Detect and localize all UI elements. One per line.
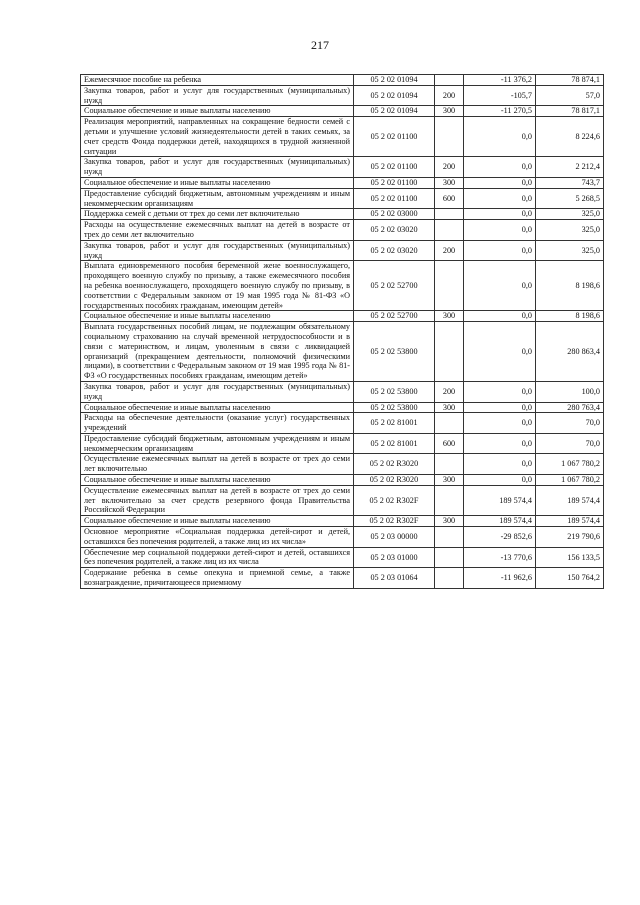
- row-expense-type-cell: [435, 117, 464, 157]
- row-expense-type-cell: 200: [435, 157, 464, 178]
- row-code-cell: 05 2 02 01100: [354, 188, 435, 209]
- row-expense-type-cell: [435, 209, 464, 220]
- row-change-cell: 0,0: [464, 475, 536, 486]
- row-name-cell: Закупка товаров, работ и услуг для государственных (муниципальных) нужд: [81, 240, 354, 261]
- row-total-cell: 100,0: [536, 381, 604, 402]
- table-row: [81, 188, 604, 209]
- row-total-cell: 70,0: [536, 433, 604, 454]
- row-total-cell: 280 863,4: [536, 322, 604, 382]
- row-code-cell: 05 2 02 01094: [354, 85, 435, 106]
- table-row: [81, 75, 604, 86]
- row-change-cell: 0,0: [464, 157, 536, 178]
- row-code-cell: 05 2 02 R3020: [354, 454, 435, 475]
- row-name-cell: Социальное обеспечение и иные выплаты населению: [81, 516, 354, 527]
- row-name-cell: Социальное обеспечение и иные выплаты населению: [81, 402, 354, 413]
- row-change-cell: 0,0: [464, 188, 536, 209]
- table-row: [81, 547, 604, 568]
- table-row: [81, 402, 604, 413]
- row-total-cell: 189 574,4: [536, 485, 604, 515]
- row-total-cell: 280 763,4: [536, 402, 604, 413]
- row-name-cell: Закупка товаров, работ и услуг для государственных (муниципальных) нужд: [81, 381, 354, 402]
- row-code-cell: 05 2 02 01094: [354, 75, 435, 86]
- row-expense-type-cell: 200: [435, 381, 464, 402]
- table-row: [81, 516, 604, 527]
- row-total-cell: 57,0: [536, 85, 604, 106]
- row-total-cell: 1 067 780,2: [536, 475, 604, 486]
- row-code-cell: 05 2 02 01100: [354, 157, 435, 178]
- row-name-cell: Осуществление ежемесячных выплат на детей в возрасте от трех до семи лет включительно за счет средств резервного фонда Правительства Российской Федерации: [81, 485, 354, 515]
- row-change-cell: -11 376,2: [464, 75, 536, 86]
- row-total-cell: 325,0: [536, 220, 604, 241]
- row-name-cell: Предоставление субсидий бюджетным, автономным учреждениям и иным некоммерческим организациям: [81, 188, 354, 209]
- table-row: [81, 240, 604, 261]
- table-row: [81, 177, 604, 188]
- row-total-cell: 8 198,6: [536, 261, 604, 311]
- row-name-cell: Выплата единовременного пособия беременной жене военнослужащего, проходящего военную службу по призыву, а также ежемесячного пособия на ребенка военнослужащего, проходящего военную службу по призыву, в соответствии с Федеральным законом от 19 мая 1995 года № 81-ФЗ «О государственных пособиях гражданам, имеющим детей»: [81, 261, 354, 311]
- row-total-cell: 70,0: [536, 413, 604, 434]
- row-code-cell: 05 2 02 01094: [354, 106, 435, 117]
- row-expense-type-cell: [435, 322, 464, 382]
- table-row: [81, 381, 604, 402]
- row-code-cell: 05 2 03 01064: [354, 568, 435, 589]
- row-total-cell: 189 574,4: [536, 516, 604, 527]
- row-expense-type-cell: 300: [435, 311, 464, 322]
- table-row: [81, 85, 604, 106]
- table-row: [81, 475, 604, 486]
- table-row: [81, 322, 604, 382]
- row-total-cell: 325,0: [536, 209, 604, 220]
- row-change-cell: 0,0: [464, 261, 536, 311]
- row-code-cell: 05 2 02 81001: [354, 413, 435, 434]
- row-code-cell: 05 2 02 81001: [354, 433, 435, 454]
- row-expense-type-cell: [435, 220, 464, 241]
- row-change-cell: 0,0: [464, 240, 536, 261]
- row-expense-type-cell: [435, 413, 464, 434]
- table-row: [81, 261, 604, 311]
- row-change-cell: -29 852,6: [464, 527, 536, 548]
- row-name-cell: Основное мероприятие «Социальная поддержка детей-сирот и детей, оставшихся без попечения родителей, а также лиц из их числа»: [81, 527, 354, 548]
- row-total-cell: 325,0: [536, 240, 604, 261]
- row-change-cell: 0,0: [464, 413, 536, 434]
- row-change-cell: 0,0: [464, 454, 536, 475]
- row-change-cell: 0,0: [464, 177, 536, 188]
- row-total-cell: 78 874,1: [536, 75, 604, 86]
- row-code-cell: 05 2 02 53800: [354, 402, 435, 413]
- row-change-cell: 0,0: [464, 402, 536, 413]
- row-expense-type-cell: [435, 261, 464, 311]
- row-code-cell: 05 2 02 01100: [354, 117, 435, 157]
- row-expense-type-cell: 300: [435, 402, 464, 413]
- row-expense-type-cell: [435, 568, 464, 589]
- table-row: [81, 209, 604, 220]
- row-change-cell: 0,0: [464, 322, 536, 382]
- row-change-cell: 0,0: [464, 117, 536, 157]
- row-change-cell: 0,0: [464, 311, 536, 322]
- table-row: [81, 106, 604, 117]
- row-name-cell: Обеспечение мер социальной поддержки детей-сирот и детей, оставшихся без попечения родителей, а также лиц из их числа: [81, 547, 354, 568]
- row-change-cell: -11 270,5: [464, 106, 536, 117]
- row-name-cell: Социальное обеспечение и иные выплаты населению: [81, 311, 354, 322]
- row-expense-type-cell: [435, 527, 464, 548]
- table-row: [81, 568, 604, 589]
- row-code-cell: 05 2 02 53800: [354, 322, 435, 382]
- row-total-cell: 743,7: [536, 177, 604, 188]
- row-name-cell: Выплата государственных пособий лицам, не подлежащим обязательному социальному страхованию на случай временной нетрудоспособности и в связи с материнством, и лицам, уволенным в связи с ликвидацией организаций (прекращением деятельности, полномочий физическими лицами), в соответствии с Федеральным законом от 19 мая 1995 года № 81-ФЗ «О государственных пособиях гражданам, имеющим детей»: [81, 322, 354, 382]
- page-number: 217: [311, 38, 329, 52]
- row-name-cell: Расходы на осуществление ежемесячных выплат на детей в возрасте от трех до семи лет включительно: [81, 220, 354, 241]
- row-name-cell: Реализация мероприятий, направленных на сокращение бедности семей с детьми и улучшение условий жизнедеятельности детей в таких семьях, за счет средств Фонда поддержки детей, находящихся в трудной жизненной ситуации: [81, 117, 354, 157]
- row-expense-type-cell: 200: [435, 240, 464, 261]
- row-code-cell: 05 2 02 53800: [354, 381, 435, 402]
- row-code-cell: 05 2 02 R302F: [354, 516, 435, 527]
- row-change-cell: 0,0: [464, 220, 536, 241]
- row-total-cell: 5 268,5: [536, 188, 604, 209]
- row-total-cell: 8 224,6: [536, 117, 604, 157]
- row-change-cell: -11 962,6: [464, 568, 536, 589]
- row-name-cell: Содержание ребенка в семье опекуна и приемной семье, а также вознаграждение, причитающееся приемному: [81, 568, 354, 589]
- row-name-cell: Осуществление ежемесячных выплат на детей в возрасте от трех до семи лет включительно: [81, 454, 354, 475]
- row-code-cell: 05 2 03 00000: [354, 527, 435, 548]
- row-change-cell: 189 574,4: [464, 485, 536, 515]
- row-name-cell: Ежемесячное пособие на ребенка: [81, 75, 354, 86]
- row-change-cell: 189 574,4: [464, 516, 536, 527]
- row-expense-type-cell: 300: [435, 516, 464, 527]
- row-code-cell: 05 2 03 01000: [354, 547, 435, 568]
- row-code-cell: 05 2 02 52700: [354, 311, 435, 322]
- row-code-cell: 05 2 02 R302F: [354, 485, 435, 515]
- row-expense-type-cell: 300: [435, 177, 464, 188]
- row-expense-type-cell: 200: [435, 85, 464, 106]
- budget-table-body: [81, 75, 604, 589]
- row-expense-type-cell: [435, 547, 464, 568]
- row-total-cell: 1 067 780,2: [536, 454, 604, 475]
- row-name-cell: Предоставление субсидий бюджетным, автономным учреждениям и иным некоммерческим организациям: [81, 433, 354, 454]
- row-name-cell: Социальное обеспечение и иные выплаты населению: [81, 475, 354, 486]
- table-row: [81, 220, 604, 241]
- row-change-cell: 0,0: [464, 209, 536, 220]
- row-code-cell: 05 2 02 03020: [354, 240, 435, 261]
- budget-table: [80, 74, 604, 589]
- row-expense-type-cell: 600: [435, 433, 464, 454]
- table-row: [81, 527, 604, 548]
- row-name-cell: Закупка товаров, работ и услуг для государственных (муниципальных) нужд: [81, 157, 354, 178]
- table-row: [81, 454, 604, 475]
- row-total-cell: 150 764,2: [536, 568, 604, 589]
- row-code-cell: 05 2 02 52700: [354, 261, 435, 311]
- row-code-cell: 05 2 02 03000: [354, 209, 435, 220]
- table-row: [81, 433, 604, 454]
- row-expense-type-cell: 600: [435, 188, 464, 209]
- row-total-cell: 156 133,5: [536, 547, 604, 568]
- row-total-cell: 8 198,6: [536, 311, 604, 322]
- row-name-cell: Социальное обеспечение и иные выплаты населению: [81, 106, 354, 117]
- table-row: [81, 157, 604, 178]
- table-row: [81, 311, 604, 322]
- row-name-cell: Расходы на обеспечение деятельности (оказание услуг) государственных учреждений: [81, 413, 354, 434]
- row-change-cell: -13 770,6: [464, 547, 536, 568]
- row-total-cell: 219 790,6: [536, 527, 604, 548]
- row-change-cell: 0,0: [464, 381, 536, 402]
- row-name-cell: Социальное обеспечение и иные выплаты населению: [81, 177, 354, 188]
- row-code-cell: 05 2 02 03020: [354, 220, 435, 241]
- row-name-cell: Закупка товаров, работ и услуг для государственных (муниципальных) нужд: [81, 85, 354, 106]
- row-code-cell: 05 2 02 R3020: [354, 475, 435, 486]
- row-change-cell: -105,7: [464, 85, 536, 106]
- row-expense-type-cell: [435, 454, 464, 475]
- row-change-cell: 0,0: [464, 433, 536, 454]
- row-name-cell: Поддержка семей с детьми от трех до семи лет включительно: [81, 209, 354, 220]
- row-code-cell: 05 2 02 01100: [354, 177, 435, 188]
- row-expense-type-cell: [435, 485, 464, 515]
- row-total-cell: 2 212,4: [536, 157, 604, 178]
- table-row: [81, 117, 604, 157]
- table-row: [81, 485, 604, 515]
- row-expense-type-cell: [435, 75, 464, 86]
- row-expense-type-cell: 300: [435, 475, 464, 486]
- table-row: [81, 413, 604, 434]
- row-expense-type-cell: 300: [435, 106, 464, 117]
- row-total-cell: 78 817,1: [536, 106, 604, 117]
